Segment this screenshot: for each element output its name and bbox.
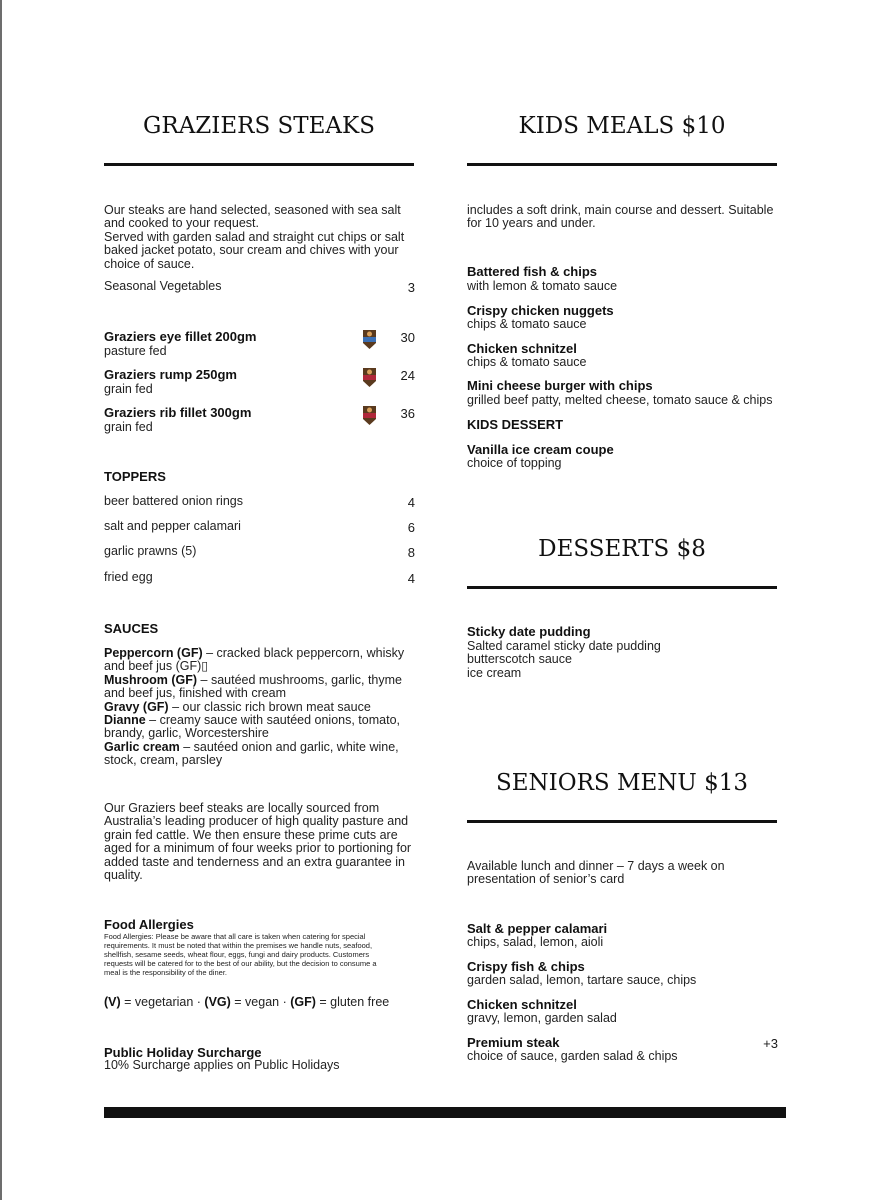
dessert-desc: Salted caramel sticky date pudding butterscotch sauce ice cream (467, 639, 661, 680)
senior-item-desc: garden salad, lemon, tartare sauce, chips (467, 973, 697, 987)
sauce-desc: – cracked black peppercorn, whisky and beef jus (GF)▯ (104, 646, 405, 674)
senior-item-name: Crispy fish & chips (467, 959, 585, 974)
senior-item-price: +3 (763, 1036, 778, 1051)
steaks-title: GRAZIERS STEAKS (143, 113, 375, 139)
kids-intro: includes a soft drink, main course and dessert. Suitable for 10 years and under. (467, 203, 774, 231)
sauce-name: Garlic cream (104, 739, 180, 754)
seniors-title: SENIORS MENU $13 (495, 770, 749, 796)
desserts-title: DESSERTS $8 (538, 536, 706, 562)
steak-name: Graziers rib fillet 300gm (104, 405, 252, 420)
sauce-name: Gravy (GF) (104, 699, 169, 714)
holiday-text: 10% Surcharge applies on Public Holidays (104, 1058, 340, 1072)
steak-desc: grain fed (104, 382, 153, 396)
steaks-rule (104, 163, 414, 166)
sauce-item (104, 741, 409, 768)
sauce-item (104, 701, 409, 714)
sauces-heading: SAUCES (104, 621, 159, 636)
legend-gf-text: = gluten free (315, 995, 390, 1009)
topper-price: 6 (407, 520, 415, 535)
senior-item-desc: choice of sauce, garden salad & chips (467, 1049, 678, 1063)
sauce-item (104, 674, 409, 701)
sauce-desc: – our classic rich brown meat sauce (168, 699, 371, 714)
kids-title: KIDS MEALS $10 (518, 113, 726, 139)
sauce-item (104, 714, 409, 741)
desserts-rule (467, 586, 777, 589)
legend-v: (V) (104, 995, 121, 1009)
kids-item-name: Crispy chicken nuggets (467, 303, 614, 318)
graziers-badge-icon (361, 366, 378, 388)
toppers-heading: TOPPERS (104, 469, 166, 484)
steaks-intro: Our steaks are hand selected, seasoned with sea salt and cooked to your request. Served with garden salad and straight cut chips or salt baked jacket potato, sour cream and chives with your choice of sauce. (104, 203, 405, 271)
steak-price: 30 (400, 330, 415, 345)
legend-vg-text: = vegan · (230, 995, 291, 1009)
steak-name: Graziers rump 250gm (104, 367, 237, 382)
holiday-heading: Public Holiday Surcharge (104, 1045, 262, 1060)
allergies-heading: Food Allergies (104, 917, 194, 932)
footer-bar (104, 1107, 786, 1118)
topper-name: salt and pepper calamari (104, 519, 241, 533)
kids-dessert-desc: choice of topping (467, 456, 562, 470)
sauce-item (104, 647, 409, 674)
sauce-desc: – sautéed mushrooms, garlic, thyme and beef jus, finished with cream (104, 672, 402, 701)
senior-item-desc: gravy, lemon, garden salad (467, 1011, 617, 1025)
steak-price: 36 (400, 406, 415, 421)
legend-v-text: = vegetarian · (120, 995, 205, 1009)
sauce-desc: – sautéed onion and garlic, white wine, stock, cream, parsley (104, 739, 399, 768)
kids-rule (467, 163, 777, 166)
topper-price: 4 (407, 495, 415, 510)
seniors-intro: Available lunch and dinner – 7 days a week on presentation of senior’s card (467, 859, 725, 887)
dietary-legend (104, 996, 389, 1009)
kids-item-desc: chips & tomato sauce (467, 355, 587, 369)
steak-name: Graziers eye fillet 200gm (104, 329, 257, 344)
seasonal-vegetables-price: 3 (407, 280, 415, 295)
sauce-name: Dianne (104, 713, 146, 728)
kids-item-name: Mini cheese burger with chips (467, 378, 653, 393)
beef-sourcing-note: Our Graziers beef steaks are locally sourced from Australia’s leading producer of high quality pasture and grain fed cattle. We then ensure these prime cuts are aged for a minimum of four weeks prior to portioning for added taste and tenderness and an extra guarantee in quality. (104, 801, 412, 883)
kids-dessert-heading: KIDS DESSERT (467, 417, 564, 432)
allergies-text: Food Allergies: Please be aware that all care is taken when catering for special requirements. It must be noted that within the premises we handle nuts, seafood, shellfish, sesame seeds, wheat flour, eggs, fungi and dairy products. Customers requests will be catered for to the best of our ability, but the decision to consume a meal is the responsibility of the diner. (104, 932, 377, 977)
sauce-desc: – creamy sauce with sautéed onions, tomato, brandy, garlic, Worcestershire (104, 713, 400, 741)
page-edge (0, 0, 2, 1200)
kids-item-desc: with lemon & tomato sauce (467, 279, 618, 293)
kids-item-name: Chicken schnitzel (467, 341, 577, 356)
sauce-name: Peppercorn (GF) (104, 646, 203, 660)
kids-item-desc: grilled beef patty, melted cheese, tomato sauce & chips (467, 393, 773, 407)
seniors-rule (467, 820, 777, 823)
topper-price: 4 (407, 571, 415, 586)
topper-name: beer battered onion rings (104, 494, 243, 508)
sauces-list (104, 647, 409, 768)
kids-item-desc: chips & tomato sauce (467, 317, 587, 331)
steak-price: 24 (400, 368, 415, 383)
dessert-name: Sticky date pudding (467, 624, 591, 639)
graziers-badge-icon (361, 328, 378, 350)
steak-desc: grain fed (104, 420, 153, 434)
senior-item-name: Salt & pepper calamari (467, 921, 608, 936)
senior-item-name: Chicken schnitzel (467, 997, 577, 1012)
graziers-badge-icon (361, 404, 378, 426)
steak-desc: pasture fed (104, 344, 167, 358)
seasonal-vegetables-name: Seasonal Vegetables (104, 279, 222, 293)
kids-item-name: Battered fish & chips (467, 264, 598, 279)
legend-gf: (GF) (290, 995, 316, 1009)
topper-name: garlic prawns (5) (104, 544, 197, 558)
sauce-name: Mushroom (GF) (104, 672, 198, 687)
legend-vg: (VG) (204, 995, 231, 1009)
topper-name: fried egg (104, 570, 153, 584)
senior-item-desc: chips, salad, lemon, aioli (467, 935, 604, 949)
senior-item-name: Premium steak (467, 1035, 560, 1050)
kids-dessert-name: Vanilla ice cream coupe (467, 442, 614, 457)
topper-price: 8 (407, 545, 415, 560)
